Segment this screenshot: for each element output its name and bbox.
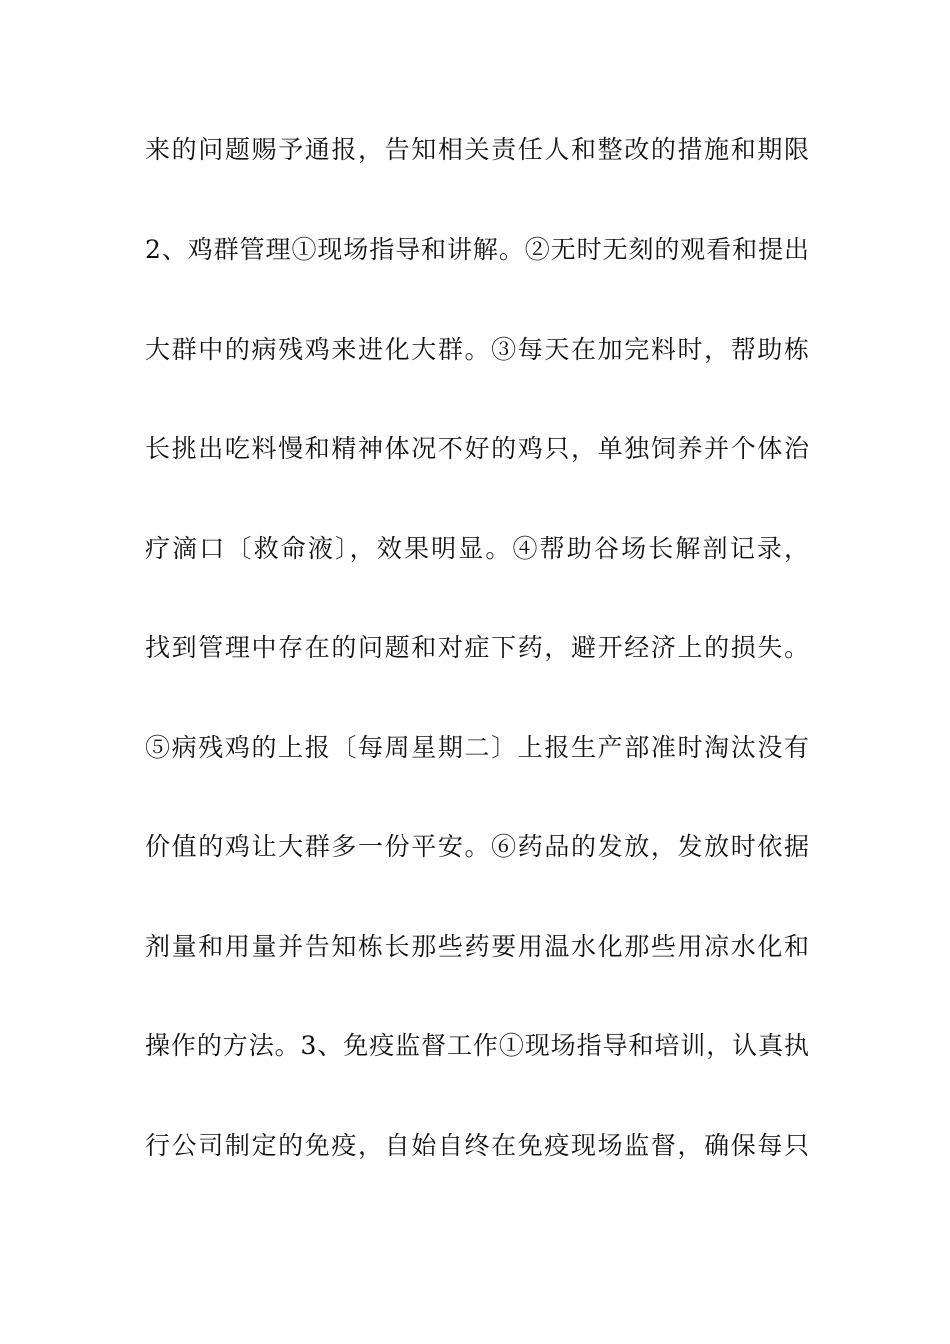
text-line-3: 大群中的病残鸡来进化大群。③每天在加完料时，帮助栋: [145, 335, 809, 364]
text-line-6: 找到管理中存在的问题和对症下药，避开经济上的损失。: [145, 633, 809, 662]
text-line-5: 疗滴口〔救命液〕，效果明显。④帮助谷场长解剖记录，: [145, 534, 809, 563]
text-line-10: 操作的方法。3、免疫监督工作①现场指导和培训，认真执: [145, 1031, 809, 1060]
text-line-4: 长挑出吃料慢和精神体况不好的鸡只，单独饲养并个体治: [145, 434, 809, 463]
text-line-9: 剂量和用量并告知栋长那些药要用温水化那些用凉水化和: [145, 932, 809, 961]
text-line-1: 来的问题赐予通报，告知相关责任人和整改的措施和期限: [145, 135, 809, 164]
text-line-8: 价值的鸡让大群多一份平安。⑥药品的发放，发放时依据: [145, 832, 809, 861]
text-line-11: 行公司制定的免疫，自始自终在免疫现场监督，确保每只: [145, 1131, 809, 1160]
text-line-2: 2、鸡群管理①现场指导和讲解。②无时无刻的观看和提出: [145, 235, 809, 264]
text-line-7: ⑤病残鸡的上报〔每周星期二〕上报生产部准时淘汰没有: [145, 733, 809, 762]
